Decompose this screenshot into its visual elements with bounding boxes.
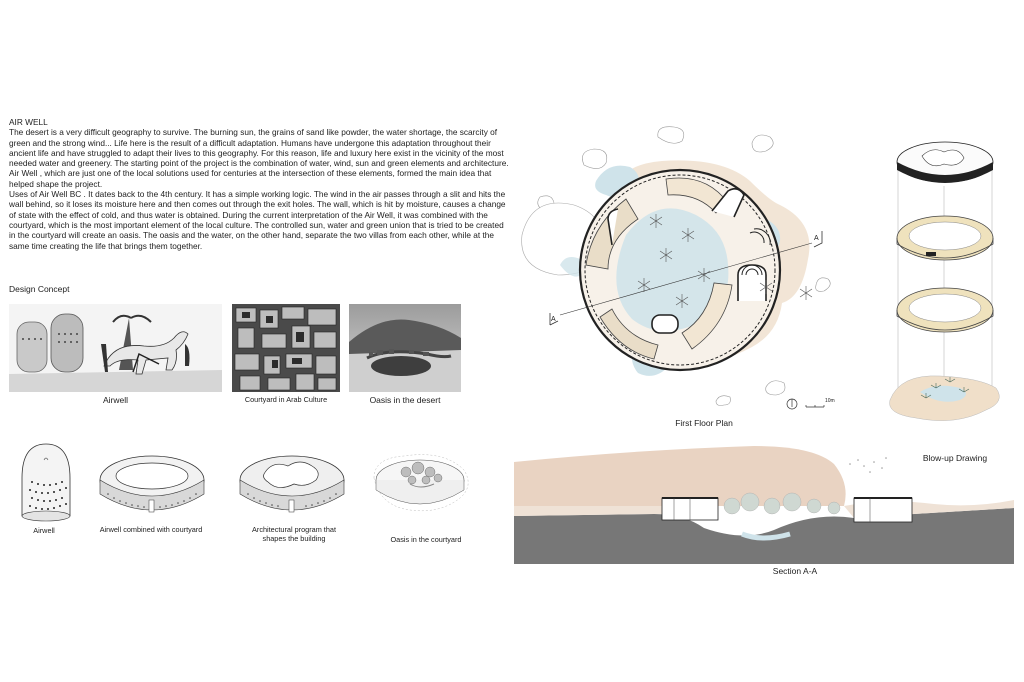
blowup-title: Blow-up Drawing bbox=[922, 453, 988, 463]
oasis-courtyard-ring-diagram bbox=[374, 455, 468, 511]
courtyard-photo bbox=[232, 304, 340, 392]
section-building-left bbox=[662, 498, 718, 520]
blowup-roof-ring bbox=[897, 142, 993, 183]
oasis-photo bbox=[349, 304, 461, 392]
blowup-floor-ring-1 bbox=[897, 216, 993, 260]
airwell-photo bbox=[9, 304, 222, 392]
section-marker-right: A bbox=[814, 235, 819, 242]
courtyard-photo-caption: Courtyard in Arab Culture bbox=[244, 395, 328, 404]
first-floor-plan bbox=[516, 125, 836, 415]
section-marker-left: A bbox=[551, 316, 556, 323]
airwell-courtyard-diagram-caption: Airwell combined with courtyard bbox=[99, 525, 203, 534]
airwell-dome-diagram bbox=[22, 444, 70, 521]
intro-paragraph-1: The desert is a very difficult geography to survive. The burning sun, the grains of sand like powder, the water shortage, the scarcity of green and the strong wind... Life here is the result of a difficult adaptation. Humans have undergone this adaptation throughout their ancient life and have struggled to adapt their lives to this geography. For this reason, life and luxury here exist in the vicinity of the most needed water and greenery. The starting point of the project is the combination of water, wind, sun and green elements and architecture. Air Well , which are just one of the local solutions used for centuries at the intersection of these elements, formed the main idea that helped shape the project. bbox=[9, 127, 509, 189]
scale-label: 10m bbox=[825, 398, 835, 404]
blowup-floor-ring-2 bbox=[897, 288, 993, 332]
oasis-photo-caption: Oasis in the desert bbox=[369, 395, 441, 405]
project-title: AIR WELL bbox=[9, 117, 48, 127]
architectural-program-ring-diagram bbox=[240, 456, 344, 512]
section-building-right bbox=[854, 498, 912, 522]
design-concept-heading: Design Concept bbox=[9, 284, 70, 294]
plan-title: First Floor Plan bbox=[675, 418, 733, 428]
oasis-courtyard-diagram-caption: Oasis in the courtyard bbox=[390, 535, 462, 544]
airwell-diagram-caption: Airwell bbox=[33, 526, 55, 535]
intro-text-block bbox=[9, 117, 509, 251]
airwell-courtyard-ring-diagram bbox=[100, 456, 204, 512]
program-diagram-caption: Architectural program that shapes the building bbox=[252, 525, 336, 543]
blowup-landscape bbox=[890, 376, 1000, 421]
airwell-photo-caption: Airwell bbox=[102, 395, 129, 405]
section-aa-drawing bbox=[514, 444, 1014, 564]
blowup-drawing bbox=[880, 130, 1010, 450]
section-title: Section A-A bbox=[772, 566, 818, 576]
intro-paragraph-2: Uses of Air Well BC . It dates back to the 4th century. It has a simple working logic. The wind in the air passes through a slit and hits the wall behind, so it loses its moisture here and then comes out through the exit holes. The wall, which is hit by moisture, causes a change of state with the effect of cold, and thus water is obtained. During the current interpretation of the Air Well, it was combined with the courtyard, which is the most important element of the local culture. The controlled sun, water and green union that is tried to be created in the courtyard will create an oasis. The oasis and the water, on the other hand, separate the two villas from each other, while at the same time creating the life that brings them together. bbox=[9, 189, 506, 251]
